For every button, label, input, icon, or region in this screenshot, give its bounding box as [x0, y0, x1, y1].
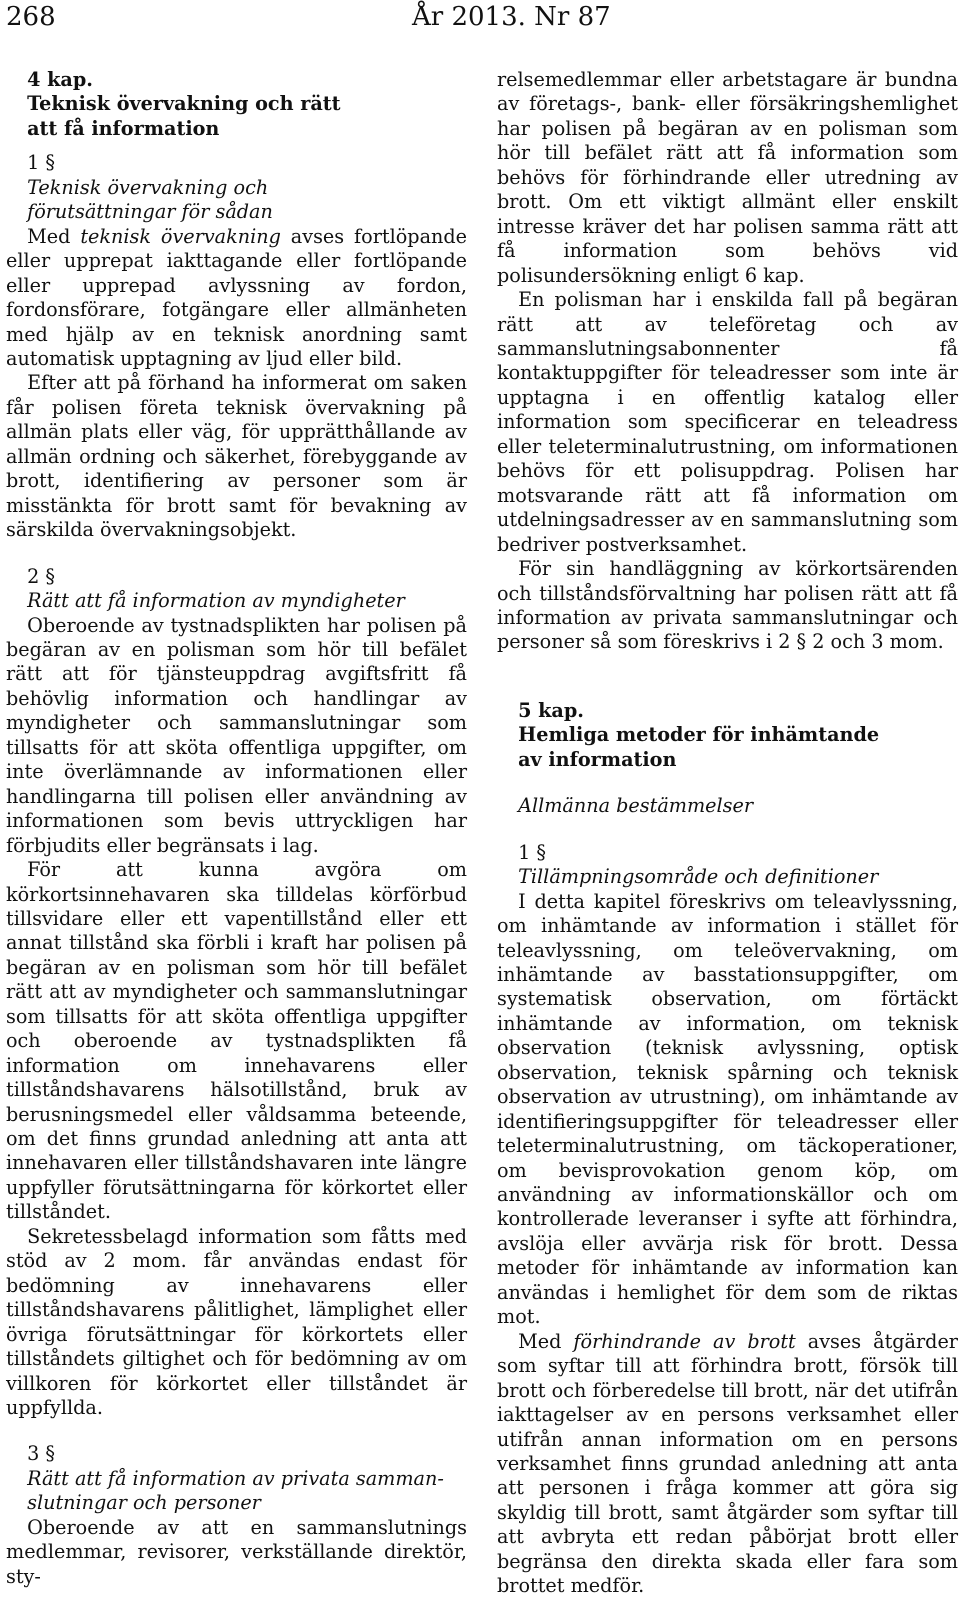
section-number: 1 §	[518, 840, 547, 864]
paragraph: En polisman har i enskilda fall på begäran rätt att av teleföretag och av sammanslutningsabonnenter få kontaktuppgifter för teleadresser som inte är upptagna i en offentlig katalog eller information som specificerar en teleadress eller teleterminalutrustning, om informationen behövs för ett polisuppdrag. Polisen har motsvarande rätt att få information om utdelningsadresser av en sammanslutning som bedriver postverksamhet.	[497, 288, 958, 556]
right-column	[497, 68, 958, 1599]
section-heading-line-2: slutningar och personer	[27, 1491, 261, 1515]
paragraph: För att kunna avgöra om körkortsinnehavaren ska tilldelas körförbud tillsvidare eller ett vapentillstånd eller ett annat tillstånd ska förbli i kraft har polisen på begäran av en polisman som hör till befälet rätt att av myndigheter och sammanslutningar som tillsatts för att sköta offentliga uppgifter och oberoende av tystnadsplikten få information om innehavarens eller tillståndshavarens hälsotillstånd, bruk av berusningsmedel eller våldsamma beteende, om det finns grundad anledning att anta att innehavaren eller tillståndshavaren inte längre uppfyller förutsättningarna för körkortet eller tillståndet.	[6, 858, 467, 1224]
defined-term: teknisk övervakning	[80, 224, 281, 248]
paragraph: relsemedlemmar eller arbetstagare är bundna av företags-, bank- eller försäkringshemlighet har polisen på begäran av en polisman som hör till befälet rätt att få information som behövs för förhindrande eller utredning av brott. Om ett viktigt allmänt eller enskilt intresse kräver det har polisen samma rätt att få information som behövs vid polisundersökning enligt 6 kap.	[497, 68, 958, 287]
paragraph: Med förhindrande av brott avses åtgärder som syftar till att förhindra brott, försök till brott och förberedelse till brott, när det utifrån iakttagelser av en persons verksamhet eller utifrån annan information om en persons verksamhet finns grundad anledning att anta att personen i fråga kommer att göra sig skyldig till brott, samt åtgärder som syftar till att avbryta ett redan påbörjat brott eller begränsa den direkta skada eller fara som brottet medför.	[497, 1329, 958, 1598]
page-header	[6, 2, 954, 42]
section-heading-line-1: Teknisk övervakning och	[27, 175, 269, 199]
chapter-number: 4 kap.	[27, 68, 93, 91]
section-number: 3 §	[27, 1442, 56, 1466]
publication-title: År 2013. Nr 87	[412, 2, 611, 32]
chapter-number: 5 kap.	[518, 698, 584, 722]
section-heading-line-1: Rätt att få information av privata samman-	[27, 1466, 444, 1490]
section-heading-line-2: förutsättningar för sådan	[27, 200, 273, 224]
paragraph: Oberoende av att en sammanslutnings medlemmar, revisorer, verkställande direktör, sty-	[6, 1515, 467, 1588]
section-heading: Rätt att få information av myndigheter	[27, 589, 405, 613]
page-number: 268	[6, 2, 56, 32]
subheading: Allmänna bestämmelser	[518, 794, 754, 818]
defined-term: förhindrande av brott	[573, 1329, 796, 1353]
chapter-title-line-1: Teknisk övervakning och rätt	[27, 92, 341, 116]
section-number: 2 §	[27, 564, 56, 588]
paragraph: Sekretessbelagd information som fåtts med stöd av 2 mom. får användas endast för bedömning av innehavarens eller tillståndshavarens pålitlighet, lämplighet eller övriga förutsättningar för körkortets eller tillståndets giltighet och för bedömning av om villkoren för körkortet eller tillståndet är uppfyllda.	[6, 1224, 467, 1420]
chapter-title-line-1: Hemliga metoder för inhämtande	[518, 723, 880, 747]
chapter-title-line-2: av information	[518, 747, 677, 771]
paragraph: För sin handläggning av körkortsärenden och tillståndsförvaltning har polisen rätt att få information av privata sammanslutningar och personer så som föreskrivs i 2 § 2 och 3 mom.	[497, 557, 958, 654]
paragraph: Med teknisk övervakning avses fortlöpande eller upprepat iakttagande eller fortlöpande eller upprepad avlyssning av fordon, fordonsförare, fotgängare eller allmänheten med hjälp av en teknisk anordning samt automatisk upptagning av ljud eller bild.	[6, 224, 467, 370]
paragraph: Efter att på förhand ha informerat om saken får polisen företa teknisk övervakning på allmän plats eller väg, för upprätthållande av allmän ordning och säkerhet, förebyggande av brott, identifiering av personer som är misstänkta för brott samt för bevakning av särskilda övervakningsobjekt.	[6, 371, 467, 542]
section-heading: Tillämpningsområde och definitioner	[518, 865, 879, 889]
paragraph: I detta kapitel föreskrivs om teleavlyssning, om inhämtande av information i stället för teleavlyssning, om teleövervakning, om inhämtande av basstationsuppgifter, om systematisk observation, om förtäckt inhämtande av information, om teknisk observation (teknisk avlyssning, optisk observation, teknisk spårning och teknisk observation av utrustning), om inhämtande av identifieringsuppgifter för teleadresser eller teleterminalutrustning, om täckoperationer, om bevisprovokation genom köp, om användning av informationskällor och om kontrollerade leveranser i syfte att förhindra, avslöja eller avvärja risk för brott. Dessa metoder för inhämtande av information kan användas i hemlighet för dem som de riktas mot.	[497, 889, 958, 1329]
section-number: 1 §	[27, 151, 56, 175]
left-column	[6, 68, 467, 1589]
paragraph: Oberoende av tystnadsplikten har polisen på begäran av en polisman som hör till befälet rätt att för tjänsteuppdrag avgiftsfritt få behövlig information och handlingar av myndigheter och sammanslutningar som tillsatts för att sköta offentliga uppgifter, om inte överlämnande av informationen eller handlingarna till polisen eller användning av informationen som bevis uttryckligen har förbjudits eller begränsats i lag.	[6, 613, 467, 857]
chapter-title-line-2: att få information	[27, 116, 220, 140]
